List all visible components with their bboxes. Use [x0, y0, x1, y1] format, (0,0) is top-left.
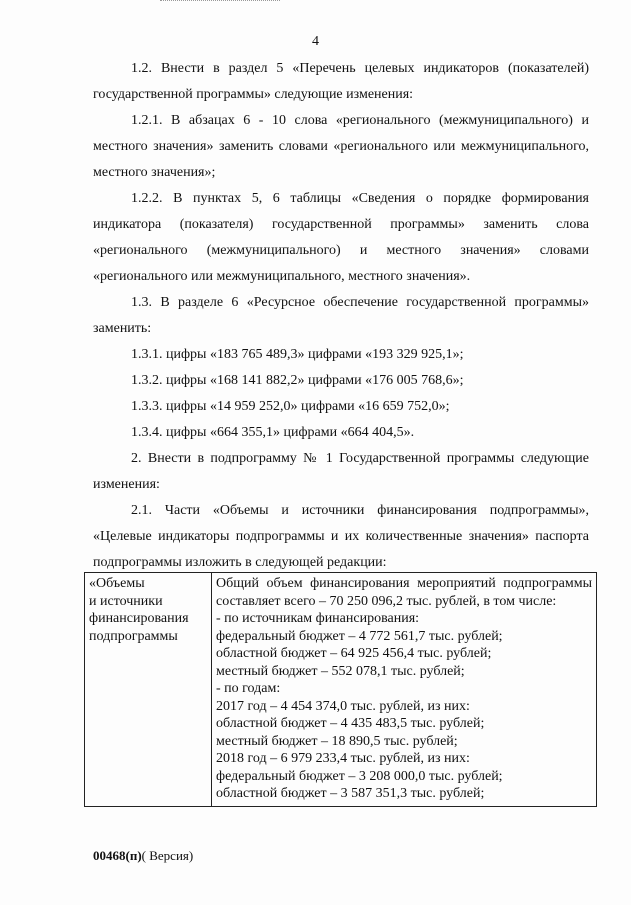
label-line: подпрограммы [89, 628, 178, 644]
paragraph-1-3-4: 1.3.4. цифры «664 355,1» цифрами «664 404,5». [131, 425, 415, 440]
funding-line: федеральный бюджет – 3 208 000,0 тыс. рублей; [216, 768, 503, 784]
funding-intro: Общий объем финансирования мероприятий подпрограммы составляет всего – 70 250 096,2 тыс. рублей, в том числе: [216, 576, 592, 609]
paragraph-2-1: 2.1. Части «Объемы и источники финансирования подпрограммы», «Целевые индикаторы подпрограммы и их количественные значения» паспорта подпрограммы изложить в следующей редакции: [93, 503, 589, 570]
funding-line: местный бюджет – 18 890,5 тыс. рублей; [216, 733, 458, 749]
paragraph-1-2: 1.2. Внести в раздел 5 «Перечень целевых индикаторов (показателей) государственной программы» следующие изменения: [93, 61, 589, 102]
funding-line: 2017 год – 4 454 374,0 тыс. рублей, из них: [216, 698, 470, 714]
document-footer [93, 848, 193, 864]
paragraph-1-3: 1.3. В разделе 6 «Ресурсное обеспечение государственной программы» заменить: [93, 295, 589, 336]
funding-line: областной бюджет – 4 435 483,5 тыс. рублей; [216, 716, 485, 731]
table-cell-content [212, 573, 597, 807]
label-line: финансирования [89, 611, 189, 626]
table-cell-label [85, 573, 212, 807]
funding-line: местный бюджет – 552 078,1 тыс. рублей; [216, 663, 465, 679]
paragraph-1-2-2: 1.2.2. В пунктах 5, 6 таблицы «Сведения о порядке формирования индикатора (показателя) государственной программы» заменить слова «регионального (межмуниципального) и местного значения» словами «регионального или межмуниципального, местного значения». [93, 191, 589, 284]
funding-line: 2018 год – 6 979 233,4 тыс. рублей, из них: [216, 751, 470, 766]
label-line: «Объемы [89, 576, 145, 591]
funding-line: - по источникам финансирования: [216, 611, 420, 626]
subprogram-passport-table [84, 572, 597, 807]
paragraph-2: 2. Внести в подпрограмму № 1 Государственной программы следующие изменения: [93, 451, 589, 492]
paragraph-1-3-3: 1.3.3. цифры «14 959 252,0» цифрами «16 659 752,0»; [131, 399, 450, 414]
paragraph-1-3-1: 1.3.1. цифры «183 765 489,3» цифрами «193 329 925,1»; [131, 347, 464, 362]
funding-line: - по годам: [216, 681, 281, 696]
paragraph-1-2-1: 1.2.1. В абзацах 6 - 10 слова «регионального (межмуниципального) и местного значения» заменить словами «регионального или межмуниципального, местного значения»; [93, 113, 589, 180]
table-row [85, 573, 597, 807]
label-line: и источники [89, 593, 163, 609]
document-version: ( Версия) [141, 848, 194, 863]
scan-edge-mark [160, 0, 280, 3]
funding-line: областной бюджет – 64 925 456,4 тыс. рублей; [216, 646, 492, 661]
page-number: 4 [312, 34, 319, 49]
funding-line: федеральный бюджет – 4 772 561,7 тыс. рублей; [216, 628, 503, 644]
funding-line: областной бюджет – 3 587 351,3 тыс. рублей; [216, 786, 485, 801]
paragraph-1-3-2: 1.3.2. цифры «168 141 882,2» цифрами «176 005 768,6»; [131, 373, 464, 388]
document-code: 00468(п) [93, 848, 142, 863]
